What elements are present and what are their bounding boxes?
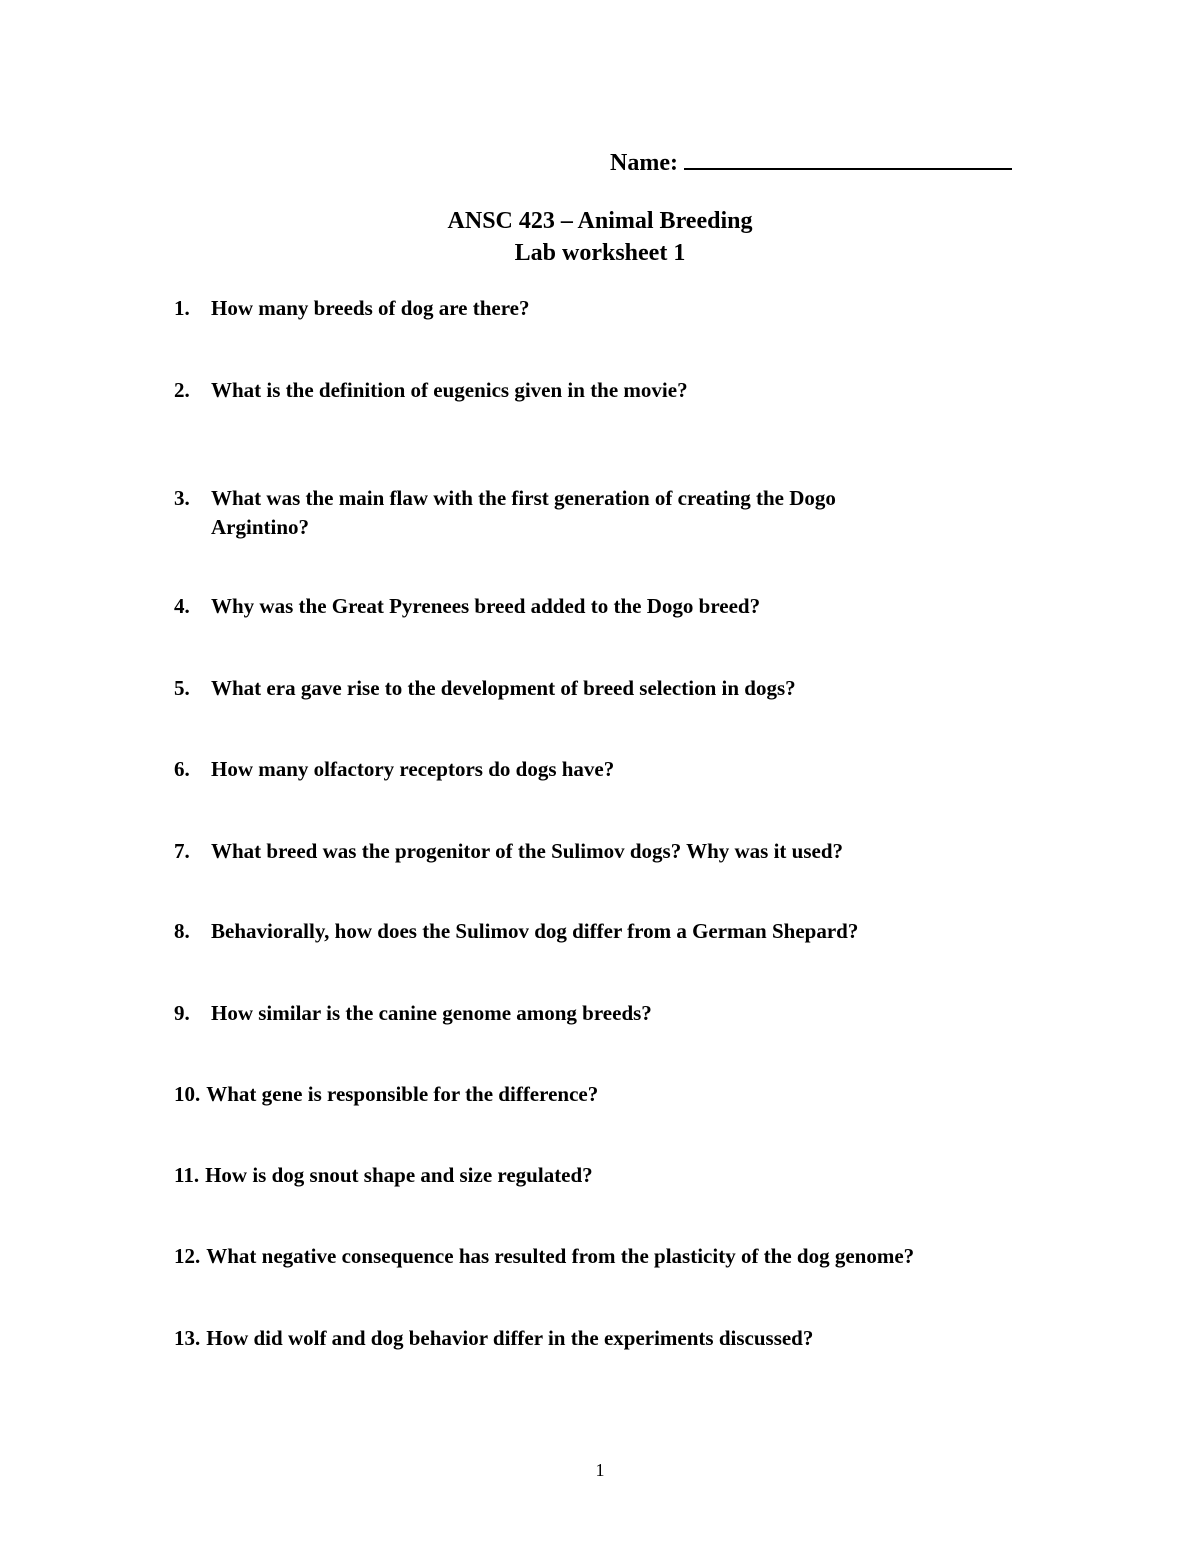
- question-number: 5.: [174, 676, 190, 700]
- question-text: What is the definition of eugenics given in the movie?: [211, 378, 688, 402]
- question-number: 3.: [174, 486, 190, 510]
- name-field: [610, 142, 1012, 177]
- question-text: What gene is responsible for the difference?: [206, 1082, 599, 1106]
- question-text: How similar is the canine genome among breeds?: [211, 1001, 652, 1025]
- question-item: [174, 755, 1034, 784]
- name-blank-line[interactable]: [684, 142, 1012, 170]
- question-number: 12.: [174, 1244, 201, 1268]
- question-item: [174, 592, 1034, 621]
- question-text: What era gave rise to the development of breed selection in dogs?: [211, 676, 796, 700]
- question-text: How did wolf and dog behavior differ in the experiments discussed?: [206, 1326, 814, 1350]
- question-text: What was the main flaw with the first generation of creating the Dogo Argintino?: [211, 486, 836, 539]
- question-item: [174, 837, 1034, 866]
- question-number: 9.: [174, 1001, 190, 1025]
- question-item: [174, 1242, 1034, 1271]
- worksheet-subtitle: Lab worksheet 1: [514, 240, 686, 266]
- question-number: 6.: [174, 757, 190, 781]
- name-label: Name:: [610, 150, 678, 176]
- question-item: [174, 376, 1034, 405]
- question-item: [174, 294, 1034, 323]
- question-text: How is dog snout shape and size regulated?: [205, 1163, 593, 1187]
- question-text: Why was the Great Pyrenees breed added to the Dogo breed?: [211, 594, 761, 618]
- course-title: ANSC 423 – Animal Breeding: [447, 208, 753, 234]
- question-number: 2.: [174, 378, 190, 402]
- question-number: 10.: [174, 1082, 201, 1106]
- question-number: 11.: [174, 1163, 200, 1187]
- question-item: [174, 917, 1034, 946]
- question-text: What negative consequence has resulted from the plasticity of the dog genome?: [206, 1244, 915, 1268]
- question-number: 4.: [174, 594, 190, 618]
- question-item: [174, 1324, 1034, 1353]
- question-item: [174, 484, 1034, 542]
- question-item: [174, 674, 1034, 703]
- question-item: [174, 1161, 1034, 1190]
- question-text: What breed was the progenitor of the Sulimov dogs? Why was it used?: [211, 839, 844, 863]
- question-text: How many olfactory receptors do dogs have?: [211, 757, 615, 781]
- question-number: 13.: [174, 1326, 201, 1350]
- question-item: [174, 999, 1034, 1028]
- page-number: 1: [595, 1460, 605, 1480]
- question-number: 7.: [174, 839, 190, 863]
- question-item: [174, 1080, 1034, 1109]
- question-text: How many breeds of dog are there?: [211, 296, 530, 320]
- worksheet-title: [0, 205, 1200, 269]
- question-number: 8.: [174, 919, 190, 943]
- question-text: Behaviorally, how does the Sulimov dog differ from a German Shepard?: [211, 919, 859, 943]
- question-number: 1.: [174, 296, 190, 320]
